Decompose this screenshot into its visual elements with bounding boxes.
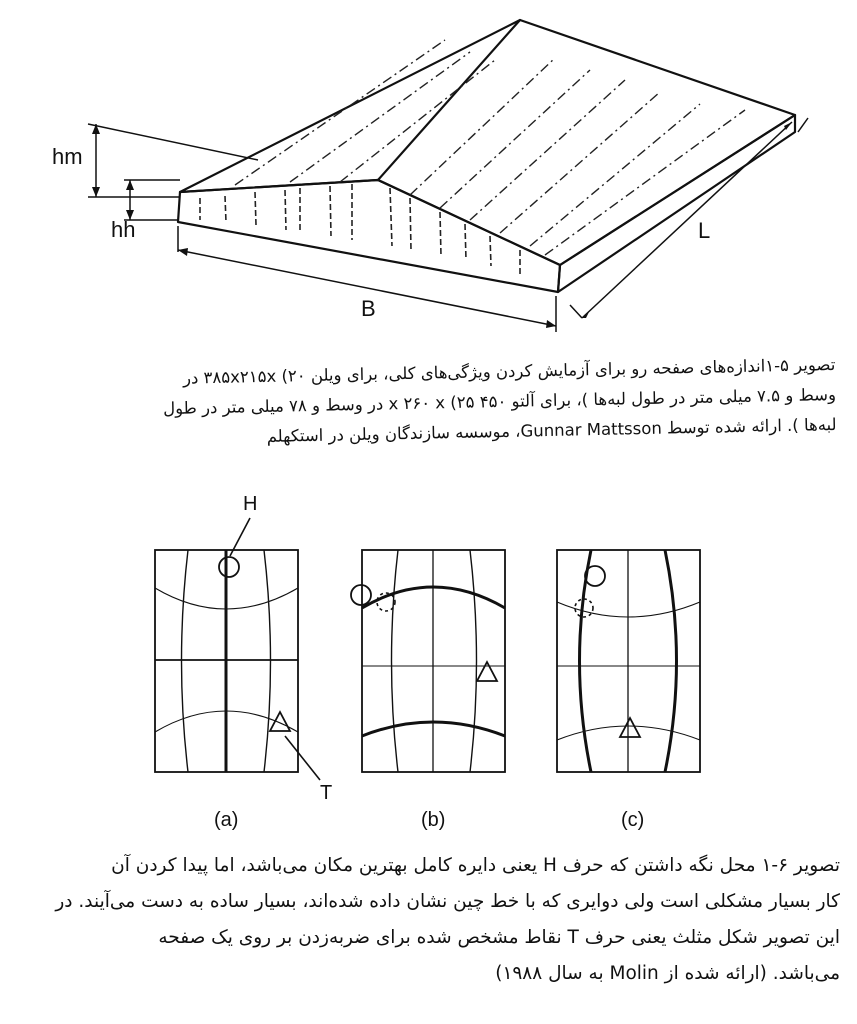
plate-ridge (378, 20, 520, 180)
caption-line: لبه‌ها ). ارائه شده توسط Gunnar Mattsson، موسسه سازندگان ویلن در استکهلم (266, 414, 837, 446)
hold-point-circle (585, 566, 605, 586)
panel-a (155, 518, 320, 780)
marker-H-label: H (243, 493, 258, 515)
hold-point-circle (351, 585, 371, 605)
label-hm: hm (52, 144, 83, 169)
panel-b (351, 550, 505, 772)
caption-line: می‌باشد. (ارائه شده از Molin به سال ۱۹۸۸) (495, 963, 840, 984)
hold-point-circle (219, 557, 239, 577)
tap-point-triangle (270, 712, 290, 731)
figure-1-6-caption (18, 848, 840, 992)
caption-line: وسط و ۷.۵ میلی متر در طول لبه‌ها )، برای آلتو ۴۵۰ x ۲۶۰ x (۲۵ در وسط و ۷۸ میلی متر در طول (162, 384, 837, 419)
label-B: B (361, 296, 376, 321)
caption-line: تصویر ۶-۱ محل نگه داشتن که حرف H یعنی دایره کامل بهترین مکان می‌باشد، اما پیدا کردن آن (111, 855, 840, 876)
plate-front-face (178, 180, 560, 292)
figure-1-5-caption (40, 350, 837, 457)
caption-line: تصویر ۵-۱اندازه‌های صفحه رو برای آزمایش کردن ویژگی‌های کلی، برای ویلن ۳۸۵x۲۱۵x (۲۰ در (182, 354, 836, 388)
panel-c-label: (c) (621, 809, 645, 830)
caption-line: این تصویر شکل مثلث یعنی حرف T نقاط مشخص شده برای ضربه‌زدن بر روی یک صفحه (158, 927, 840, 948)
panel-b-label: (b) (421, 809, 446, 830)
label-L: L (698, 218, 711, 243)
tap-point-triangle (477, 662, 497, 681)
plate-side-face (558, 115, 795, 292)
holding-position-diagram (0, 490, 857, 830)
caption-line: کار بسیار مشکلی است ولی دوایری که با خط چین نشان داده شده‌اند، بسیار ساده به دست می‌آیند. در (55, 891, 840, 912)
tap-point-triangle (620, 718, 640, 737)
panel-c (557, 550, 700, 772)
marker-T-label: T (320, 782, 333, 804)
panel-a-label: (a) (214, 809, 239, 830)
label-hh: hh (111, 217, 136, 242)
plate-dimension-diagram (0, 0, 857, 340)
